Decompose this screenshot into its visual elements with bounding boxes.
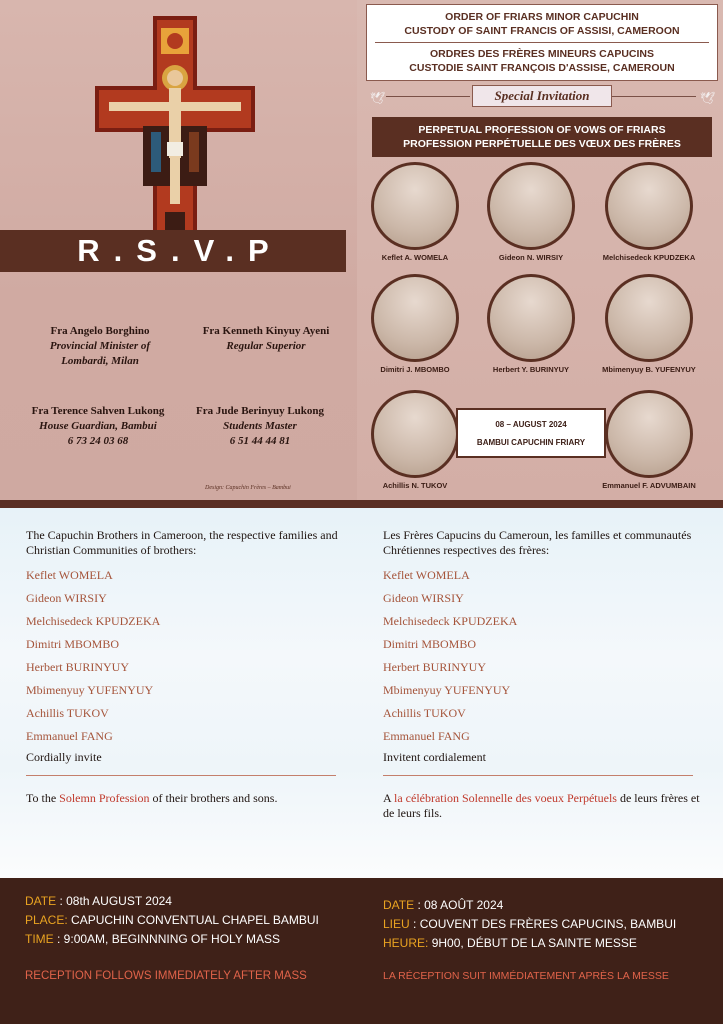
brother-card: [360, 274, 470, 374]
header-fr-line1: ORDRES DES FRÈRES MINEURS CAPUCINS: [429, 48, 655, 60]
brother-portrait: [371, 390, 459, 478]
brother-name: Achillis N. TUKOV: [382, 481, 448, 490]
dashed-divider: [383, 775, 693, 776]
dove-icon: 🕊: [370, 91, 386, 105]
footer-fr-time: [383, 934, 637, 953]
brother-name: Gideon N. WIRSIY: [498, 253, 564, 262]
footer-value: CAPUCHIN CONVENTUAL CHAPEL BAMBUI: [71, 913, 319, 927]
brother-list-item: Emmanuel FANG: [383, 729, 470, 743]
contact-phone[interactable]: 6 73 24 03 68: [67, 435, 129, 447]
french-column: [383, 528, 703, 821]
event-date-box: [456, 408, 606, 458]
header-en-line1: ORDER OF FRIARS MINOR CAPUCHIN: [445, 11, 639, 23]
brother-portrait: [371, 162, 459, 250]
brother-list-item: Keflet WOMELA: [26, 568, 113, 582]
contact-role: House Guardian, Bambui: [39, 420, 157, 432]
divider-line: [612, 96, 696, 97]
dove-icon: 🕊: [700, 91, 716, 105]
special-invitation-label: Special Invitation: [472, 85, 612, 107]
brother-list-item: Herbert BURINYUY: [26, 660, 129, 674]
footer-en-date: [25, 892, 172, 911]
french-intro: Les Frères Capucins du Cameroun, les familles et communautés Chrétiennes respectives des frères:: [383, 528, 692, 557]
footer-en-place: [25, 911, 319, 930]
contact-role: Lombardi, Milan: [61, 355, 139, 367]
closing-text: of their brothers and sons.: [149, 791, 278, 805]
brother-name: Keflet A. WOMELA: [381, 253, 449, 262]
brother-list-item: Herbert BURINYUY: [383, 660, 486, 674]
brother-list-item: Dimitri MBOMBO: [383, 637, 477, 651]
contact-name: Fra Kenneth Kinyuy Ayeni: [202, 325, 330, 337]
french-invite: Invitent cordialement: [383, 750, 486, 764]
profession-line2: PROFESSION PERPÉTUELLE DES VŒUX DES FRÈRES: [403, 138, 681, 150]
rsvp-banner: [0, 230, 346, 272]
footer-value: : 08th AUGUST 2024: [59, 894, 172, 908]
closing-text: de leurs frères et de leurs fils.: [383, 791, 700, 820]
special-invitation-row: [368, 85, 716, 107]
dashed-divider: [26, 775, 336, 776]
english-closing: [26, 791, 346, 806]
brother-list-item: Dimitri MBOMBO: [26, 637, 120, 651]
footer-en-reception: RECEPTION FOLLOWS IMMEDIATELY AFTER MASS: [25, 970, 307, 982]
brother-card: [594, 390, 704, 490]
design-credit: Design: Capuchin Frères – Bambui: [205, 485, 291, 491]
event-details-footer: [0, 878, 723, 1024]
brother-card: [594, 162, 704, 262]
brother-portrait: [605, 274, 693, 362]
footer-label: HEURE:: [383, 936, 429, 950]
divider-line: [386, 96, 470, 97]
brother-list-item: Mbimenyuy YUFENYUY: [26, 683, 154, 697]
contact-card: [18, 404, 178, 449]
footer-fr-date: [383, 896, 503, 915]
closing-highlight: Solemn Profession: [59, 791, 150, 805]
brother-list-item: Keflet WOMELA: [383, 568, 470, 582]
brother-card: [360, 390, 470, 490]
english-column: [26, 528, 346, 806]
brother-name: Dimitri J. MBOMBO: [380, 365, 450, 374]
footer-en-time: [25, 930, 280, 949]
brother-portrait: [605, 162, 693, 250]
brother-portrait: [371, 274, 459, 362]
footer-value: : 08 AOÛT 2024: [417, 898, 504, 912]
footer-label: DATE: [25, 894, 57, 908]
event-place: BAMBUI CAPUCHIN FRIARY: [476, 438, 586, 447]
contact-phone[interactable]: 6 51 44 44 81: [229, 435, 291, 447]
footer-value: : COUVENT DES FRÈRES CAPUCINS, BAMBUI: [413, 917, 677, 931]
brother-portrait: [605, 390, 693, 478]
french-closing: [383, 791, 703, 821]
brother-card: [594, 274, 704, 374]
contact-role: Provincial Minister of: [49, 340, 151, 352]
brother-card: [476, 162, 586, 262]
footer-label: PLACE:: [25, 913, 68, 927]
brother-name: Melchisedeck KPUDZEKA: [602, 253, 696, 262]
footer-label: LIEU: [383, 917, 410, 931]
brother-list-item: Achillis TUKOV: [26, 706, 109, 720]
brother-list-item: Gideon WIRSIY: [26, 591, 107, 605]
event-date: 08 – AUGUST 2024: [495, 420, 567, 429]
footer-value: 9H00, DÉBUT DE LA SAINTE MESSE: [431, 936, 637, 950]
english-invite: Cordially invite: [26, 750, 102, 764]
footer-value: : 9:00AM, BEGINNNING OF HOLY MASS: [57, 932, 280, 946]
brother-name: Emmanuel F. ADVUMBAIN: [602, 481, 696, 490]
brother-list-item: Mbimenyuy YUFENYUY: [383, 683, 511, 697]
brother-card: [360, 162, 470, 262]
san-damiano-crucifix-image: [95, 16, 255, 234]
brother-portrait: [487, 162, 575, 250]
brother-portrait: [487, 274, 575, 362]
profession-line1: PERPETUAL PROFESSION OF VOWS OF FRIARS: [418, 124, 666, 136]
brother-name: Herbert Y. BURINYUY: [492, 365, 570, 374]
english-intro: The Capuchin Brothers in Cameroon, the respective families and Christian Communities of brothers:: [26, 528, 338, 557]
brother-list-item: Achillis TUKOV: [383, 706, 466, 720]
closing-highlight: la célébration Solennelle des voeux Perpétuels: [394, 791, 617, 805]
contact-role: Students Master: [223, 420, 297, 432]
brother-list-item: Gideon WIRSIY: [383, 591, 464, 605]
brother-list-item: Melchisedeck KPUDZEKA: [26, 614, 161, 628]
section-divider: [0, 500, 723, 508]
contact-name: Fra Angelo Borghino: [50, 325, 150, 337]
contact-card: [20, 324, 180, 369]
closing-text: To the: [26, 791, 60, 805]
rsvp-title: R.S.V.P: [77, 233, 283, 268]
profession-banner: [372, 117, 712, 157]
contact-card: [182, 324, 350, 354]
brother-card: [476, 274, 586, 374]
brother-list-item: Melchisedeck KPUDZEKA: [383, 614, 518, 628]
contact-name: Fra Terence Sahven Lukong: [31, 405, 165, 417]
header-en-line2: CUSTODY OF SAINT FRANCIS OF ASSISI, CAMEROON: [404, 25, 680, 37]
brother-name: Mbimenyuy B. YUFENYUY: [602, 365, 696, 374]
header-fr-line2: CUSTODIE SAINT FRANÇOIS D'ASSISE, CAMEROUN: [409, 62, 675, 74]
footer-label: TIME: [25, 932, 54, 946]
footer-fr-place: [383, 915, 676, 934]
closing-text: A: [383, 791, 395, 805]
footer-label: DATE: [383, 898, 415, 912]
contact-card: [180, 404, 340, 449]
contact-role: Regular Superior: [226, 340, 306, 352]
contact-name: Fra Jude Berinyuy Lukong: [195, 405, 325, 417]
header-divider: [375, 42, 709, 43]
brother-list-item: Emmanuel FANG: [26, 729, 113, 743]
order-header: [366, 4, 718, 81]
footer-fr-reception: LA RÉCEPTION SUIT IMMÉDIATEMENT APRÈS LA MESSE: [383, 970, 669, 982]
